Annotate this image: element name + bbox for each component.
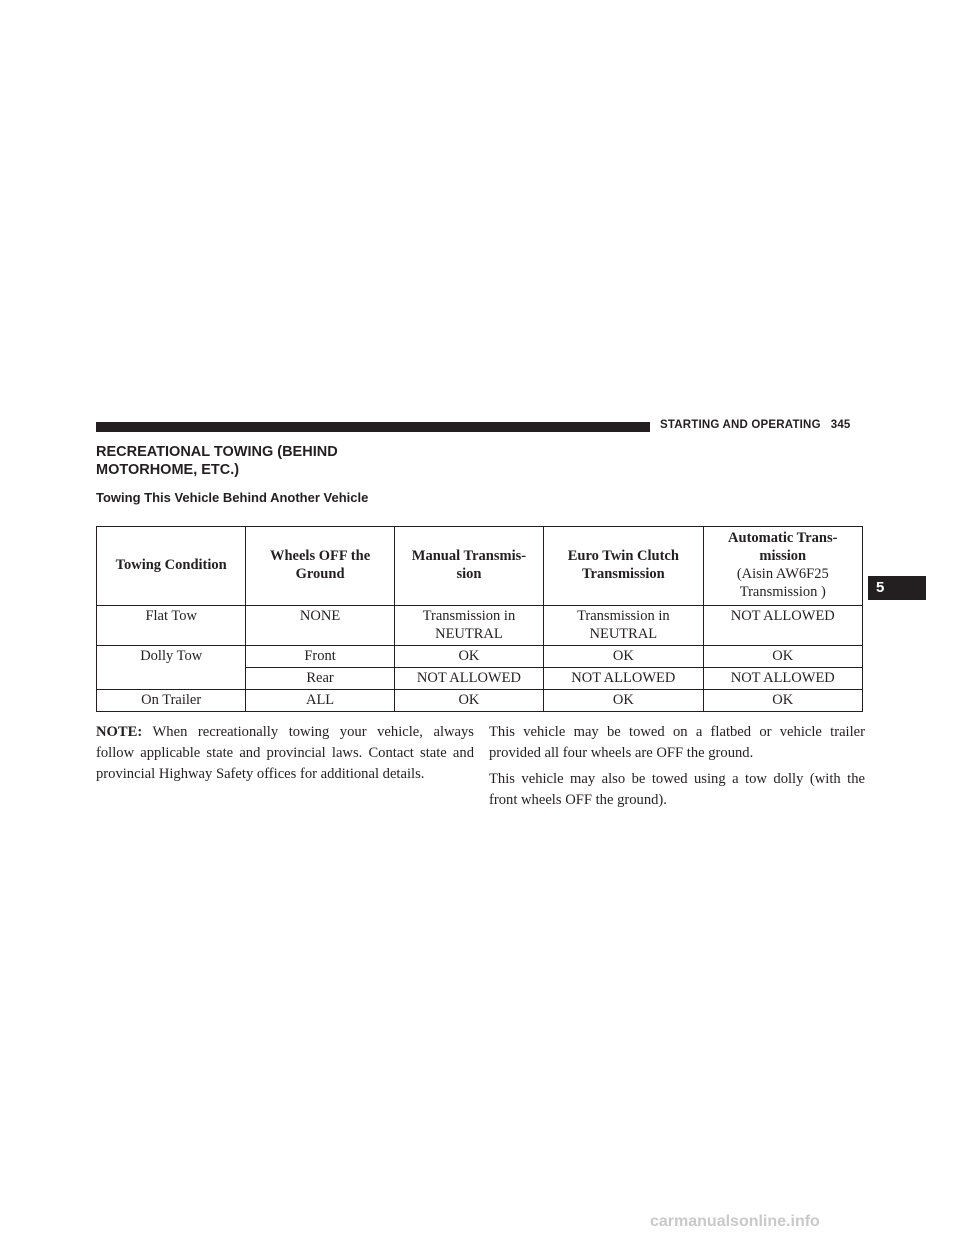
cell-auto: NOT ALLOWED	[703, 606, 862, 646]
note-paragraph	[96, 722, 474, 785]
cell-euro: OK	[544, 690, 703, 712]
header-manual-transmission: Manual Transmis- sion	[394, 527, 543, 606]
tow-dolly-paragraph: This vehicle may also be towed using a tow dolly (with the front wheels OFF the ground).	[489, 771, 865, 808]
section-subtitle: Towing This Vehicle Behind Another Vehicle	[96, 490, 369, 505]
cell-euro: Transmission in NEUTRAL	[544, 606, 703, 646]
header-towing-condition: Towing Condition	[97, 527, 246, 606]
header-rule	[96, 422, 650, 432]
flatbed-paragraph: This vehicle may be towed on a flatbed or vehicle trailer provided all four wheels are OFF the ground.	[489, 724, 865, 761]
cell-condition: Flat Tow	[97, 606, 246, 646]
cell-condition: On Trailer	[97, 690, 246, 712]
cell-wheels: Front	[246, 646, 394, 668]
cell-auto: OK	[703, 690, 862, 712]
page-title-line2: MOTORHOME, ETC.)	[96, 462, 240, 478]
table-header-row	[97, 527, 863, 606]
cell-wheels: NONE	[246, 606, 394, 646]
running-header	[660, 419, 864, 431]
towing-table	[96, 526, 863, 712]
cell-wheels: ALL	[246, 690, 394, 712]
table-row	[97, 690, 863, 712]
page-title	[96, 443, 516, 479]
cell-auto: NOT ALLOWED	[703, 668, 862, 690]
cell-wheels: Rear	[246, 668, 394, 690]
page-number: 345	[830, 419, 851, 431]
cell-manual: Transmission in NEUTRAL	[394, 606, 543, 646]
cell-euro: OK	[544, 646, 703, 668]
header-automatic-transmission: Automatic Trans- mission (Aisin AW6F25 Transmission )	[703, 527, 862, 606]
watermark: carmanualsonline.info	[650, 1213, 820, 1230]
section-title: STARTING AND OPERATING	[660, 419, 821, 431]
cell-condition: Dolly Tow	[97, 646, 246, 690]
note-text: When recreationally towing your vehicle, always follow applicable state and provincial laws. Contact state and provincial Highway Safety offices for additional details.	[96, 724, 474, 782]
cell-auto: OK	[703, 646, 862, 668]
cell-manual: OK	[394, 646, 543, 668]
header-wheels-off: Wheels OFF the Ground	[246, 527, 394, 606]
table-row	[97, 606, 863, 646]
header-euro-twin-clutch: Euro Twin Clutch Transmission	[544, 527, 703, 606]
cell-manual: NOT ALLOWED	[394, 668, 543, 690]
note-label: NOTE:	[96, 724, 143, 740]
table-row	[97, 646, 863, 668]
page-title-line1: RECREATIONAL TOWING (BEHIND	[96, 444, 338, 460]
cell-euro: NOT ALLOWED	[544, 668, 703, 690]
cell-manual: OK	[394, 690, 543, 712]
chapter-tab: 5	[868, 576, 926, 600]
